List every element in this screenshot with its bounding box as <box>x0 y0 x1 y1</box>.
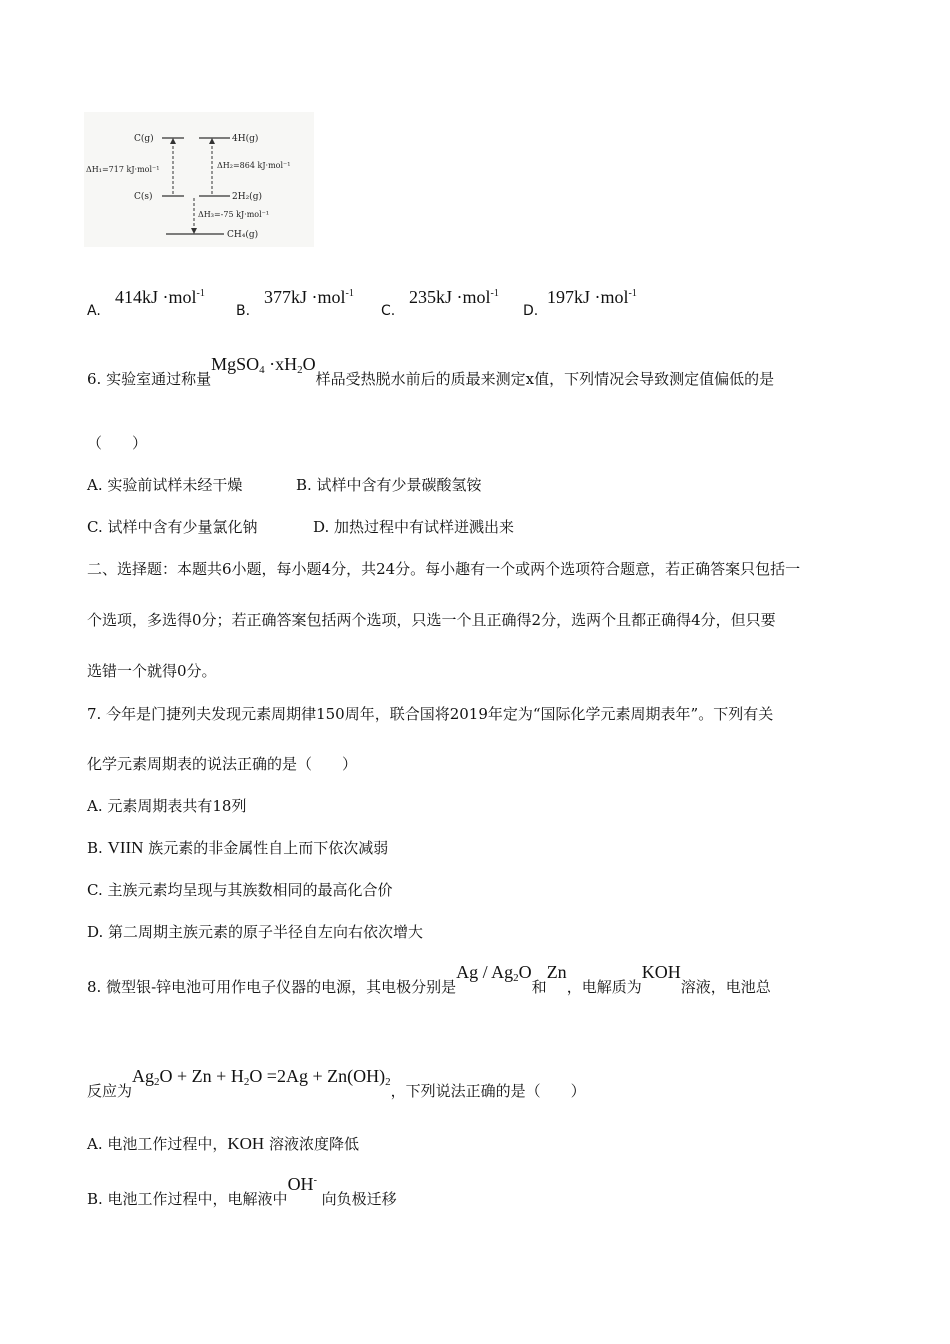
label-4h-g: 4H(g) <box>232 134 259 144</box>
q6-formula-c: O <box>302 354 316 374</box>
q8-option-b-prefix: B. 电池工作过程中，电解液中 <box>87 1190 288 1208</box>
label-c-s: C(s) <box>134 192 153 202</box>
q5-option-b-value <box>264 287 354 308</box>
q8-option-a <box>87 1133 359 1154</box>
q7-option-b-text: 族元素的非金属性自上而下依次减弱 <box>143 839 389 857</box>
q6-formula-a-sub: 4 <box>259 364 265 376</box>
q6-option-a: A. 实验前试样未经干燥 <box>87 476 243 494</box>
q8-option-a-formula: KOH <box>227 1134 265 1153</box>
q6-formula-a: MgSO <box>211 354 260 374</box>
q5-option-b-exp: -1 <box>345 288 354 299</box>
q5-option-a-value <box>115 287 205 308</box>
q8-option-b-formula <box>288 1174 317 1194</box>
q8-eq-b: O + Zn + H <box>159 1066 244 1086</box>
q6-bracket: （ ） <box>87 434 148 452</box>
q8-electrode1-sub: 2 <box>513 972 519 984</box>
q5-option-a-letter: A. <box>87 303 101 319</box>
q8-eq-c: O =2Ag + Zn(OH) <box>249 1066 386 1086</box>
section2-line3: 选错一个就得0分。 <box>87 662 217 680</box>
q7-option-c: C. 主族元素均呈现与其族数相同的最高化合价 <box>87 881 393 899</box>
q7-option-b-formula: VIIN <box>107 838 144 857</box>
q8-option-b <box>87 1174 397 1209</box>
section2-line2: 个选项，多选得0分；若正确答案包括两个选项，只选一个且正确得2分，选两个且都正确得4分，但只要 <box>87 611 776 629</box>
q8-line2-suffix: ，下列说法正确的是（ ） <box>390 1082 586 1100</box>
q8-stem-line2 <box>87 1066 586 1102</box>
label-dh2: ΔH₂=864 kJ·mol⁻¹ <box>217 161 291 170</box>
q7-option-d: D. 第二周期主族元素的原子半径自左向右依次增大 <box>87 923 424 941</box>
q5-option-c-text: 235kJ ·mol <box>409 287 491 307</box>
q8-prefix: 8. 微型银-锌电池可用作电子仪器的电源，其电极分别是 <box>87 978 457 996</box>
label-c-g: C(g) <box>134 134 154 144</box>
q6-formula <box>211 354 316 374</box>
q8-option-b-suffix: 向负极迁移 <box>316 1190 397 1208</box>
label-dh1: ΔH₁=717 kJ·mol⁻¹ <box>86 165 160 174</box>
q5-option-d-exp: -1 <box>628 288 637 299</box>
q8-electrode1-b: O <box>518 962 532 982</box>
q8-eq-a-sub: 2 <box>154 1076 160 1088</box>
q8-electrode1 <box>456 962 532 982</box>
q6-option-b: B. 试样中含有少景碳酸氢铵 <box>296 476 482 494</box>
q7-option-b-letter: B. <box>87 839 108 857</box>
q8-eq-a: Ag <box>132 1066 155 1086</box>
q8-stem-line1 <box>87 962 771 998</box>
q8-mid: ，电解质为 <box>566 978 642 996</box>
q5-option-d-value <box>547 287 637 308</box>
q5-option-b-text: 377kJ ·mol <box>264 287 346 307</box>
q8-equation <box>132 1066 391 1086</box>
section2-line1: 二、选择题：本题共6小题，每小题4分，共24分。每小趣有一个或两个选项符合题意，若正确答案只包括一 <box>87 560 801 578</box>
q7-stem-line2: 化学元素周期表的说法正确的是（ ） <box>87 755 358 773</box>
q6-option-d: D. 加热过程中有试样迸溅出来 <box>313 518 515 536</box>
q8-electrode2: Zn <box>546 962 567 982</box>
q7-stem-line1: 7. 今年是门捷列夫发现元素周期律150周年，联合国将2019年定为“国际化学元素周期表年”。下列有关 <box>87 705 774 723</box>
q6-stem <box>87 354 775 390</box>
q6-suffix: 样品受热脱水前后的质最来测定x值，下列情况会导致测定值偏低的是 <box>315 370 775 388</box>
q6-formula-b: ·xH <box>264 354 298 374</box>
q8-electrode1-a: Ag / Ag <box>456 962 514 982</box>
q5-option-c-value <box>409 287 499 308</box>
q8-and: 和 <box>531 978 547 996</box>
q7-option-a: A. 元素周期表共有18列 <box>87 797 247 815</box>
q7-option-b <box>87 837 388 858</box>
q5-option-d-text: 197kJ ·mol <box>547 287 629 307</box>
q5-option-d-letter: D. <box>523 303 539 319</box>
q5-option-b-letter: B. <box>236 303 251 319</box>
label-ch4-g: CH₄(g) <box>227 230 259 240</box>
q5-option-a-text: 414kJ ·mol <box>115 287 197 307</box>
label-2h2-g: 2H₂(g) <box>232 192 262 202</box>
q8-electrolyte: KOH <box>641 962 681 982</box>
q8-option-a-suffix: 溶液浓度降低 <box>264 1135 359 1153</box>
label-dh3: ΔH₃=-75 kJ·mol⁻¹ <box>198 210 270 219</box>
q8-line2-prefix: 反应为 <box>87 1082 133 1100</box>
q8-option-b-exp: - <box>313 1175 317 1186</box>
q6-option-c: C. 试样中含有少量氯化钠 <box>87 518 258 536</box>
q8-option-b-oh: OH <box>287 1174 314 1194</box>
q5-option-c-exp: -1 <box>490 288 499 299</box>
q8-eq-c-sub: 2 <box>385 1076 391 1088</box>
q6-formula-b-sub: 2 <box>297 364 303 376</box>
q8-suffix: 溶液，电池总 <box>680 978 771 996</box>
q8-option-a-prefix: A. 电池工作过程中， <box>87 1135 228 1153</box>
q8-eq-b-sub: 2 <box>243 1076 250 1088</box>
q6-prefix: 6. 实验室通过称量 <box>87 370 212 388</box>
q5-option-c-letter: C. <box>381 303 396 319</box>
energy-level-diagram <box>84 112 314 247</box>
q5-option-a-exp: -1 <box>196 288 205 299</box>
